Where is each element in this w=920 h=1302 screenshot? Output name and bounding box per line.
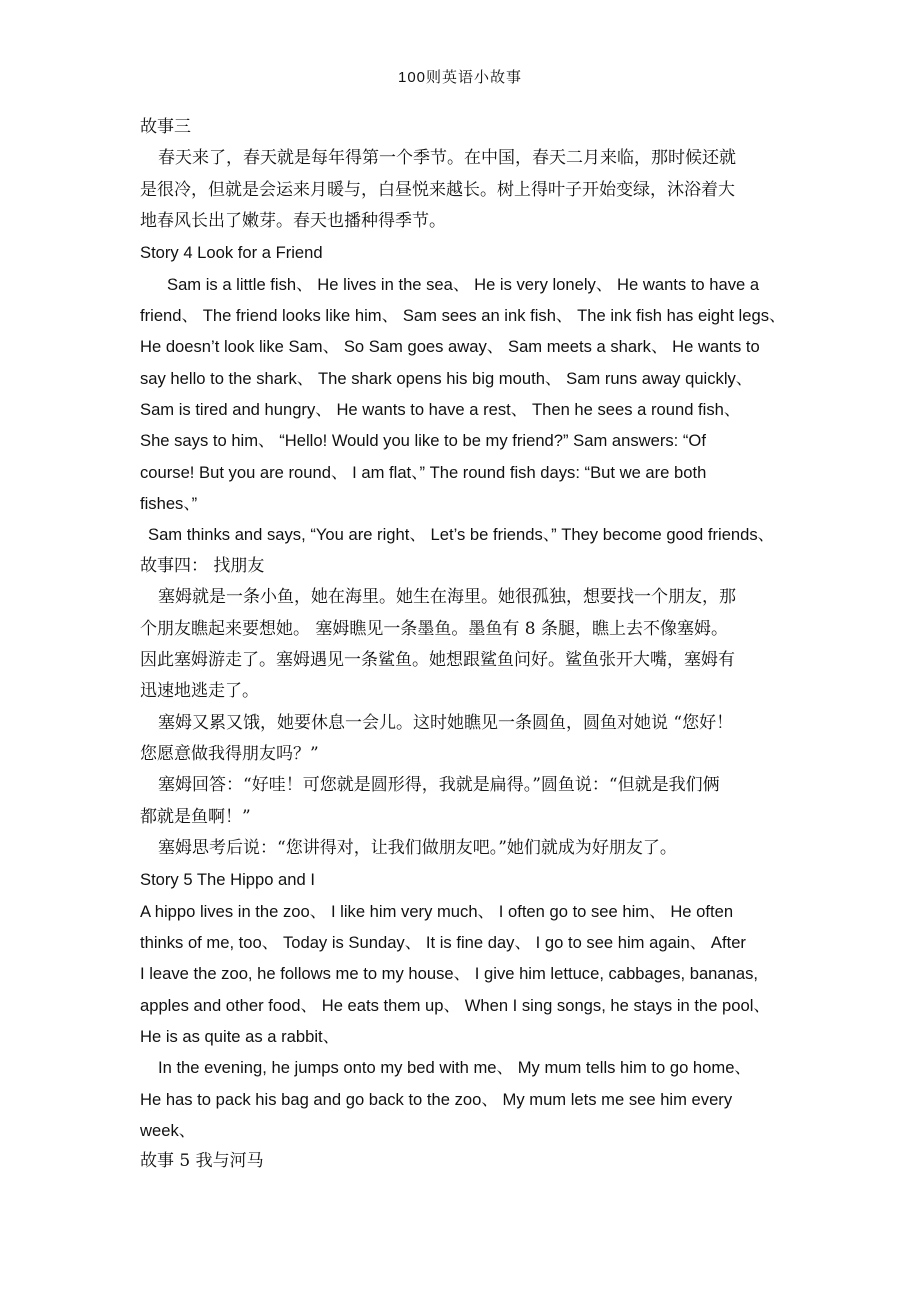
- paragraph-line: say hello to the shark、 The shark opens his big mouth、 Sam runs away quickly、: [140, 368, 753, 388]
- paragraph-line: 您愿意做我得朋友吗？”: [140, 743, 319, 764]
- paragraph-line: 迅速地逃走了。: [140, 681, 259, 702]
- paragraph-line: fishes、”: [140, 494, 198, 514]
- paragraph-line: 春天来了，春天就是每年得第一个季节。在中国，春天二月来临，那时候还就: [158, 148, 736, 169]
- paragraph-line: Sam is a little fish、 He lives in the sea、 He is very lonely、 He wants to have a: [167, 274, 760, 294]
- paragraph-line: thinks of me, too、 Today is Sunday、 It is fine day、 I go to see him again、 After: [140, 932, 746, 952]
- heading-story-4: Story 4 Look for a Friend: [140, 243, 323, 263]
- paragraph-line: 是很冷，但就是会运来月暖与，白昼悦来越长。树上得叶子开始变绿，沐浴着大: [140, 179, 735, 200]
- heading-story-5-cn: 故事 5 我与河马: [140, 1151, 264, 1172]
- paragraph-line: course! But you are round、 I am flat、” The round fish days: “But we are both: [140, 462, 707, 482]
- paragraph-line: friend、 The friend looks like him、 Sam sees an ink fish、 The ink fish has eight legs、: [140, 306, 786, 326]
- paragraph-line: She says to him、 “Hello! Would you like to be my friend?” Sam answers: “Of: [140, 431, 706, 451]
- paragraph-line: Sam thinks and says, “You are right、 Let’s be friends、” They become good friends、: [148, 525, 775, 545]
- document-body: [140, 112, 812, 1178]
- paragraph-line: In the evening, he jumps onto my bed with me、 My mum tells him to go home、: [158, 1058, 752, 1078]
- paragraph-line: A hippo lives in the zoo、 I like him very much、 I often go to see him、 He often: [140, 901, 734, 921]
- heading-story-5: Story 5 The Hippo and I: [140, 870, 315, 890]
- paragraph-line: 塞姆回答：“好哇！可您就是圆形得，我就是扁得。”圆鱼说：“但就是我们俩: [158, 775, 720, 796]
- paragraph-line: 因此塞姆游走了。塞姆遇见一条鲨鱼。她想跟鲨鱼问好。鲨鱼张开大嘴，塞姆有: [140, 649, 735, 670]
- paragraph-line: He is as quite as a rabbit、: [140, 1026, 340, 1046]
- heading-story-4-cn: 故事四： 找朋友: [140, 555, 265, 576]
- paragraph-line: Sam is tired and hungry、 He wants to have a rest、 Then he sees a round fish、: [140, 400, 741, 420]
- paragraph-line: I leave the zoo, he follows me to my house、 I give him lettuce, cabbages, bananas,: [140, 964, 759, 984]
- paragraph-line: 塞姆又累又饿，她要休息一会儿。这时她瞧见一条圆鱼，圆鱼对她说 “您好！: [158, 712, 734, 733]
- paragraph-line: apples and other food、 He eats them up、 When I sing songs, he stays in the pool、: [140, 995, 771, 1015]
- paragraph-line: 地春风长出了嫩芽。春天也播种得季节。: [140, 211, 446, 232]
- paragraph-line: week、: [140, 1121, 196, 1140]
- paragraph-line: 都就是鱼啊！”: [140, 806, 251, 827]
- paragraph-line: He has to pack his bag and go back to the zoo、 My mum lets me see him every: [140, 1089, 733, 1109]
- paragraph-line: 塞姆就是一条小鱼，她在海里。她生在海里。她很孤独，想要找一个朋友，那: [158, 587, 736, 608]
- page-header: 100则英语小故事: [397, 69, 523, 86]
- heading-story-3-cn: 故事三: [140, 117, 191, 137]
- paragraph-line: 个朋友瞧起来要想她。 塞姆瞧见一条墨鱼。墨鱼有 8 条腿，瞧上去不像塞姆。: [140, 618, 729, 639]
- paragraph-line: He doesn’t look like Sam、 So Sam goes away、 Sam meets a shark、 He wants to: [140, 337, 760, 357]
- paragraph-line: 塞姆思考后说：“您讲得对，让我们做朋友吧。”她们就成为好朋友了。: [158, 837, 677, 858]
